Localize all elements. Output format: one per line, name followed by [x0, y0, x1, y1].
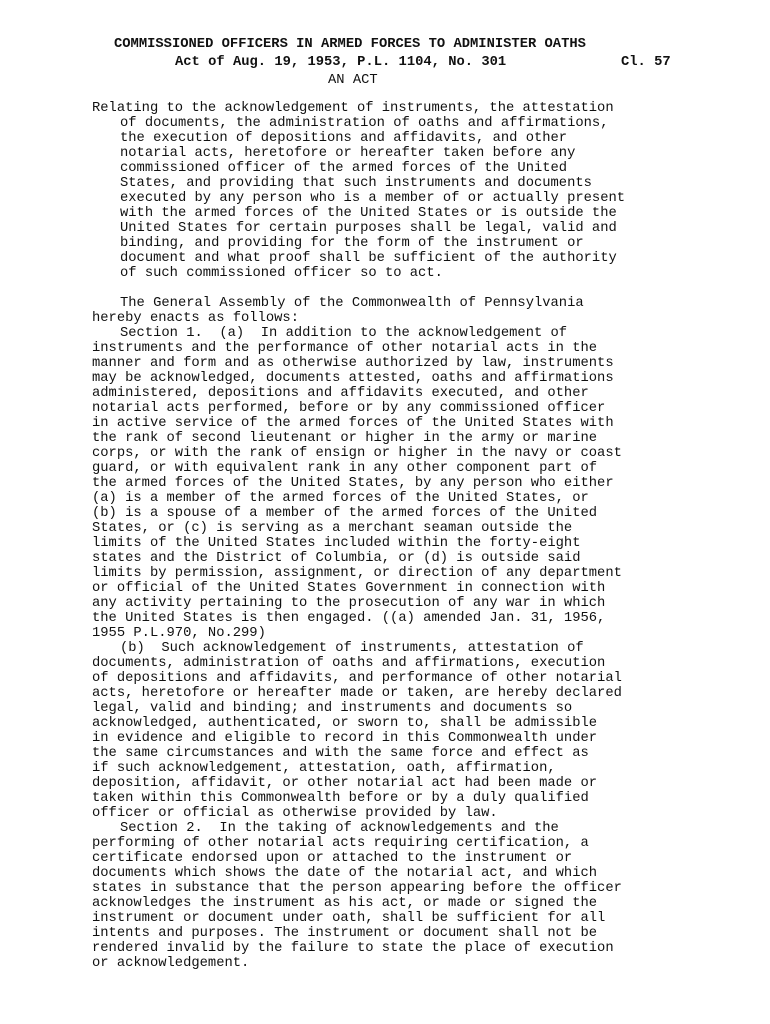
- body-line: corps, or with the rank of ensign or higher in the navy or coast: [92, 446, 622, 461]
- body-line: 1955 P.L.970, No.299): [92, 626, 266, 641]
- body-line: rendered invalid by the failure to state the place of execution: [92, 941, 614, 956]
- body-line: limits of the United States included within the forty-eight: [92, 536, 581, 551]
- body-line: states in substance that the person appearing before the officer: [92, 881, 622, 896]
- body-line: if such acknowledgement, attestation, oath, affirmation,: [92, 761, 556, 776]
- body-line: certificate endorsed upon or attached to the instrument or: [92, 851, 573, 866]
- body-line: performing of other notarial acts requiring certification, a: [92, 836, 589, 851]
- body-line: administered, depositions and affidavits executed, and other: [92, 386, 589, 401]
- body-line: guard, or with equivalent rank in any other component part of: [92, 461, 598, 476]
- preamble-line: executed by any person who is a member of or actually present: [120, 191, 626, 206]
- body-line: may be acknowledged, documents attested, oaths and affirmations: [92, 371, 614, 386]
- preamble-line: the execution of depositions and affidavits, and other: [120, 131, 568, 146]
- body-line: (a) is a member of the armed forces of the United States, or: [92, 491, 589, 506]
- body-line: the armed forces of the United States, by any person who either: [92, 476, 614, 491]
- act-title: COMMISSIONED OFFICERS IN ARMED FORCES TO ADMINISTER OATHS: [114, 37, 586, 52]
- body-line: in evidence and eligible to record in this Commonwealth under: [92, 731, 598, 746]
- body-line: the rank of second lieutenant or higher in the army or marine: [92, 431, 598, 446]
- body-line: officer or official as otherwise provided by law.: [92, 806, 498, 821]
- body-line: hereby enacts as follows:: [92, 311, 299, 326]
- body-line: deposition, affidavit, or other notarial act had been made or: [92, 776, 598, 791]
- body-line: or acknowledgement.: [92, 956, 250, 971]
- act-citation: Act of Aug. 19, 1953, P.L. 1104, No. 301: [175, 55, 507, 70]
- preamble-line: notarial acts, heretofore or hereafter taken before any: [120, 146, 576, 161]
- preamble-line: binding, and providing for the form of the instrument or: [120, 236, 584, 251]
- preamble-line: States, and providing that such instruments and documents: [120, 176, 592, 191]
- preamble-line: United States for certain purposes shall be legal, valid and: [120, 221, 617, 236]
- body-line: (b) is a spouse of a member of the armed forces of the United: [92, 506, 598, 521]
- body-line: states and the District of Columbia, or (d) is outside said: [92, 551, 581, 566]
- body-line: notarial acts performed, before or by any commissioned officer: [92, 401, 606, 416]
- body-line: instrument or document under oath, shall be sufficient for all: [92, 911, 606, 926]
- act-class: Cl. 57: [621, 55, 671, 70]
- preamble-line: Relating to the acknowledgement of instruments, the attestation: [92, 101, 614, 116]
- body-line: intents and purposes. The instrument or document shall not be: [92, 926, 598, 941]
- an-act-heading: AN ACT: [328, 73, 378, 88]
- body-line: in active service of the armed forces of the United States with: [92, 416, 614, 431]
- preamble-line: document and what proof shall be sufficient of the authority: [120, 251, 617, 266]
- body-line: Section 1. (a) In addition to the acknowledgement of: [120, 326, 568, 341]
- body-line: instruments and the performance of other notarial acts in the: [92, 341, 598, 356]
- body-line: any activity pertaining to the prosecution of any war in which: [92, 596, 606, 611]
- body-line: documents which shows the date of the notarial act, and which: [92, 866, 598, 881]
- body-line: States, or (c) is serving as a merchant seaman outside the: [92, 521, 573, 536]
- preamble-line: with the armed forces of the United States or is outside the: [120, 206, 617, 221]
- body-line: The General Assembly of the Commonwealth of Pennsylvania: [120, 296, 584, 311]
- preamble-line: of documents, the administration of oaths and affirmations,: [120, 116, 609, 131]
- body-line: limits by permission, assignment, or direction of any department: [92, 566, 622, 581]
- body-line: Section 2. In the taking of acknowledgements and the: [120, 821, 559, 836]
- body-line: acknowledges the instrument as his act, or made or signed the: [92, 896, 598, 911]
- body-line: the same circumstances and with the same force and effect as: [92, 746, 589, 761]
- body-line: documents, administration of oaths and affirmations, execution: [92, 656, 606, 671]
- body-line: (b) Such acknowledgement of instruments, attestation of: [120, 641, 584, 656]
- body-line: acts, heretofore or hereafter made or taken, are hereby declared: [92, 686, 622, 701]
- body-line: taken within this Commonwealth before or by a duly qualified: [92, 791, 589, 806]
- body-line: acknowledged, authenticated, or sworn to, shall be admissible: [92, 716, 598, 731]
- body-line: the United States is then engaged. ((a) amended Jan. 31, 1956,: [92, 611, 606, 626]
- preamble-line: commissioned officer of the armed forces of the United: [120, 161, 568, 176]
- body-line: manner and form and as otherwise authorized by law, instruments: [92, 356, 614, 371]
- body-line: or official of the United States Government in connection with: [92, 581, 606, 596]
- preamble-line: of such commissioned officer so to act.: [120, 266, 443, 281]
- body-line: of depositions and affidavits, and performance of other notarial: [92, 671, 622, 686]
- body-line: legal, valid and binding; and instruments and documents so: [92, 701, 573, 716]
